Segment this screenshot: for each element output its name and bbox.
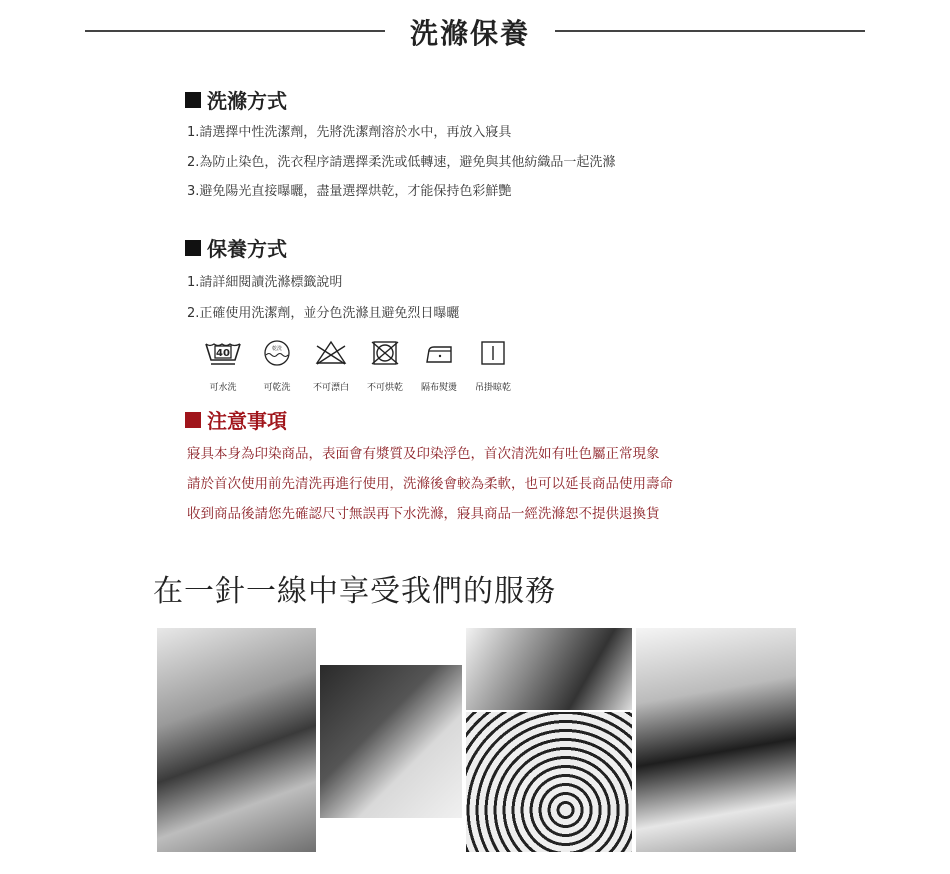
washing-heading — [185, 85, 287, 114]
care-icon-item — [358, 340, 412, 393]
care-item: 2.正確使用洗潔劑，並分色洗滌且避免烈日曝曬 — [187, 306, 460, 321]
hang-dry-icon — [473, 340, 513, 366]
hands-stitching-photo — [466, 628, 632, 710]
sewing-machine-photo — [157, 628, 316, 852]
care-icon-item — [250, 340, 304, 393]
dry-clean-icon — [257, 340, 297, 366]
care-icon-item — [304, 340, 358, 393]
wash-40-icon — [203, 340, 243, 366]
care-heading-text: 保養方式 — [207, 237, 287, 261]
cutting-fabric-photo — [320, 665, 462, 818]
dry-clean-badge: 乾洗 — [271, 346, 283, 352]
care-item: 1.請詳細閱讀洗滌標籤說明 — [187, 275, 343, 290]
washing-item: 2.為防止染色，洗衣程序請選擇柔洗或低轉速，避免與其他紡織品一起洗滌 — [187, 155, 616, 170]
notice-item: 寢具本身為印染商品，表面會有漿質及印染浮色，首次清洗如有吐色屬正常現象 — [187, 446, 660, 462]
no-bleach-icon — [311, 340, 351, 366]
care-icon-label: 可水洗 — [209, 383, 237, 393]
care-icon-item — [466, 340, 520, 393]
page-title: 洗滌保養 — [409, 17, 530, 50]
care-icon-label: 不可漂白 — [312, 383, 349, 393]
worker-fabric-photo — [636, 628, 796, 852]
care-icon-label: 隔布熨燙 — [420, 383, 457, 393]
washing-item: 1.請選擇中性洗潔劑，先將洗潔劑溶於水中，再放入寢具 — [187, 125, 512, 140]
care-heading — [185, 233, 287, 262]
square-bullet-icon — [185, 412, 201, 428]
care-icon-item — [196, 340, 250, 393]
square-bullet-icon — [185, 240, 201, 256]
title-rule-right — [555, 30, 865, 32]
care-icon-label: 可乾洗 — [263, 383, 291, 393]
care-icon-item — [412, 340, 466, 393]
care-icon-label: 不可烘乾 — [366, 383, 403, 393]
title-rule-left — [85, 30, 385, 32]
iron-with-cloth-icon — [419, 340, 459, 366]
service-slogan: 在一針一線中享受我們的服務 — [153, 574, 556, 609]
washing-heading-text: 洗滌方式 — [207, 89, 287, 113]
notice-heading — [185, 405, 287, 434]
notice-item: 請於首次使用前先清洗再進行使用，洗滌後會較為柔軟，也可以延長商品使用壽命 — [187, 476, 673, 492]
no-tumble-dry-icon — [365, 340, 405, 366]
notice-item: 收到商品後請您先確認尺寸無誤再下水洗滌，寢具商品一經洗滌恕不提供退換貨 — [187, 506, 660, 522]
care-icons-row — [196, 340, 520, 393]
care-icon-label: 吊掛晾乾 — [474, 383, 511, 393]
square-bullet-icon — [185, 92, 201, 108]
notice-heading-text: 注意事項 — [207, 409, 287, 433]
washing-item: 3.避免陽光直接曝曬，盡量選擇烘乾，才能保持色彩鮮艷 — [187, 184, 512, 199]
quilting-machine-photo — [466, 712, 632, 852]
wash-temp-badge: 40 — [216, 348, 230, 359]
